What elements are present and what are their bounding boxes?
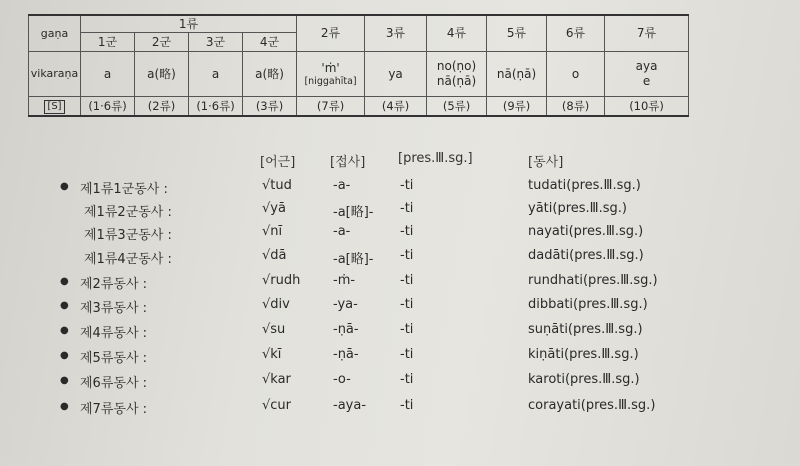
list-item: [0, 224, 800, 246]
verb-text: yāti(pres.Ⅲ.sg.): [528, 201, 627, 216]
verb-text: nayati(pres.Ⅲ.sg.): [528, 224, 644, 239]
suffix-text: -a-: [333, 224, 351, 239]
class-label: 제7류동사 :: [80, 402, 148, 417]
verb-text: rundhati(pres.Ⅲ.sg.): [528, 273, 658, 288]
symbol-cell: (9류): [487, 97, 547, 117]
verb-column-header: [동사]: [528, 155, 564, 170]
ending-text: -ti: [400, 273, 414, 288]
class-label: 제5류동사 :: [80, 351, 148, 366]
verb-text: corayati(pres.Ⅲ.sg.): [528, 398, 656, 413]
bullet-icon: ●: [60, 350, 69, 361]
suffix-text: -a[略]-: [333, 252, 374, 267]
vikarana-line: no(ṇo): [436, 59, 477, 73]
symbol-cell: (3류): [243, 97, 297, 117]
symbol-cell: (10류): [605, 97, 689, 117]
vikarana-cell: nā(ṇā): [487, 52, 547, 97]
vikarana-cell: a(略): [135, 52, 189, 97]
vikarana-cell: [605, 52, 689, 97]
gana-table: [28, 14, 689, 117]
bullet-icon: ●: [60, 401, 69, 412]
suffix-text: -o-: [333, 372, 351, 387]
root-text: √yā: [262, 201, 286, 216]
vikarana-cell: ya: [365, 52, 427, 97]
ending-text: -ti: [400, 201, 414, 216]
class-label: 제1류4군동사 :: [84, 252, 172, 267]
vikarana-niggahita: 'ṁ': [321, 60, 340, 75]
bullet-icon: ●: [60, 276, 69, 287]
root-text: √cur: [262, 398, 292, 413]
symbol-cell: (7류): [297, 97, 365, 117]
bullet-icon: ●: [60, 300, 69, 311]
bullet-icon: ●: [60, 181, 69, 192]
list-item: [0, 322, 800, 344]
root-text: √rudh: [262, 273, 301, 288]
class-label: 제6류동사 :: [80, 376, 148, 391]
symbol-cell: (8류): [547, 97, 605, 117]
verb-text: tudati(pres.Ⅲ.sg.): [528, 178, 641, 193]
list-item: [0, 273, 800, 295]
class-label: 제1류3군동사 :: [84, 228, 172, 243]
list-item: [0, 347, 800, 369]
list-item: [0, 178, 800, 200]
suffix-text: -a[略]-: [333, 205, 374, 220]
subgroup-4-header: 4군: [243, 33, 297, 52]
list-item: [0, 248, 800, 270]
class-5-header: 5류: [487, 15, 547, 52]
root-text: √kī: [262, 347, 282, 362]
root-column-header: [어근]: [260, 155, 296, 170]
class-label: 제3류동사 :: [80, 301, 148, 316]
vikarana-row-label: vikaraṇa: [29, 52, 81, 97]
vikarana-niggahita-note: [niggahīta]: [304, 75, 357, 87]
vikarana-cell: [427, 52, 487, 97]
subgroup-3-header: 3군: [189, 33, 243, 52]
ending-text: -ti: [400, 297, 414, 312]
suffix-text: -ṁ-: [333, 273, 356, 288]
ending-text: -ti: [400, 178, 414, 193]
list-item: [0, 398, 800, 420]
ending-column-header: [pres.Ⅲ.sg.]: [398, 151, 473, 166]
subgroup-1-header: 1군: [81, 33, 135, 52]
vikarana-cell: o: [547, 52, 605, 97]
ending-text: -ti: [400, 372, 414, 387]
vikarana-cell: a: [81, 52, 135, 97]
vikarana-cell: [297, 52, 365, 97]
vikarana-cell: a(略): [243, 52, 297, 97]
suffix-column-header: [접사]: [330, 155, 366, 170]
vikarana-line: nā(ṇā): [436, 74, 477, 88]
group1-header: 1류: [81, 15, 297, 33]
root-text: √div: [262, 297, 290, 312]
symbol-cell: (2류): [135, 97, 189, 117]
suffix-text: -a-: [333, 178, 351, 193]
ending-text: -ti: [400, 248, 414, 263]
list-item: [0, 201, 800, 223]
ending-text: -ti: [400, 224, 414, 239]
root-text: √dā: [262, 248, 287, 263]
suffix-text: -ṇā-: [333, 347, 359, 362]
suffix-text: -ya-: [333, 297, 358, 312]
symbol-cell: (5류): [427, 97, 487, 117]
subgroup-2-header: 2군: [135, 33, 189, 52]
class-3-header: 3류: [365, 15, 427, 52]
verb-text: dadāti(pres.Ⅲ.sg.): [528, 248, 644, 263]
symbol-cell: (1·6류): [81, 97, 135, 117]
root-text: √nī: [262, 224, 283, 239]
gana-row-label: gaṇa: [29, 15, 81, 52]
class-label: 제1류2군동사 :: [84, 205, 172, 220]
verb-text: suṇāti(pres.Ⅲ.sg.): [528, 322, 643, 337]
root-text: √kar: [262, 372, 291, 387]
vikarana-line: e: [642, 74, 651, 88]
s-symbol-box: [S]: [44, 100, 64, 114]
class-7-header: 7류: [605, 15, 689, 52]
ending-text: -ti: [400, 347, 414, 362]
class-6-header: 6류: [547, 15, 605, 52]
symbol-row-label: [29, 97, 81, 117]
bullet-icon: ●: [60, 325, 69, 336]
class-2-header: 2류: [297, 15, 365, 52]
vikarana-cell: a: [189, 52, 243, 97]
root-text: √su: [262, 322, 286, 337]
symbol-cell: (1·6류): [189, 97, 243, 117]
vikarana-line: aya: [635, 59, 658, 73]
list-item: [0, 297, 800, 319]
suffix-text: -aya-: [333, 398, 367, 413]
verb-text: kiṇāti(pres.Ⅲ.sg.): [528, 347, 639, 362]
class-label: 제2류동사 :: [80, 277, 148, 292]
class-label: 제1류1군동사 :: [80, 182, 168, 197]
verb-text: karoti(pres.Ⅲ.sg.): [528, 372, 640, 387]
list-item: [0, 372, 800, 394]
ending-text: -ti: [400, 398, 414, 413]
symbol-cell: (4류): [365, 97, 427, 117]
class-4-header: 4류: [427, 15, 487, 52]
bullet-icon: ●: [60, 375, 69, 386]
suffix-text: -ṇā-: [333, 322, 359, 337]
root-text: √tud: [262, 178, 292, 193]
ending-text: -ti: [400, 322, 414, 337]
verb-text: dibbati(pres.Ⅲ.sg.): [528, 297, 648, 312]
class-label: 제4류동사 :: [80, 326, 148, 341]
